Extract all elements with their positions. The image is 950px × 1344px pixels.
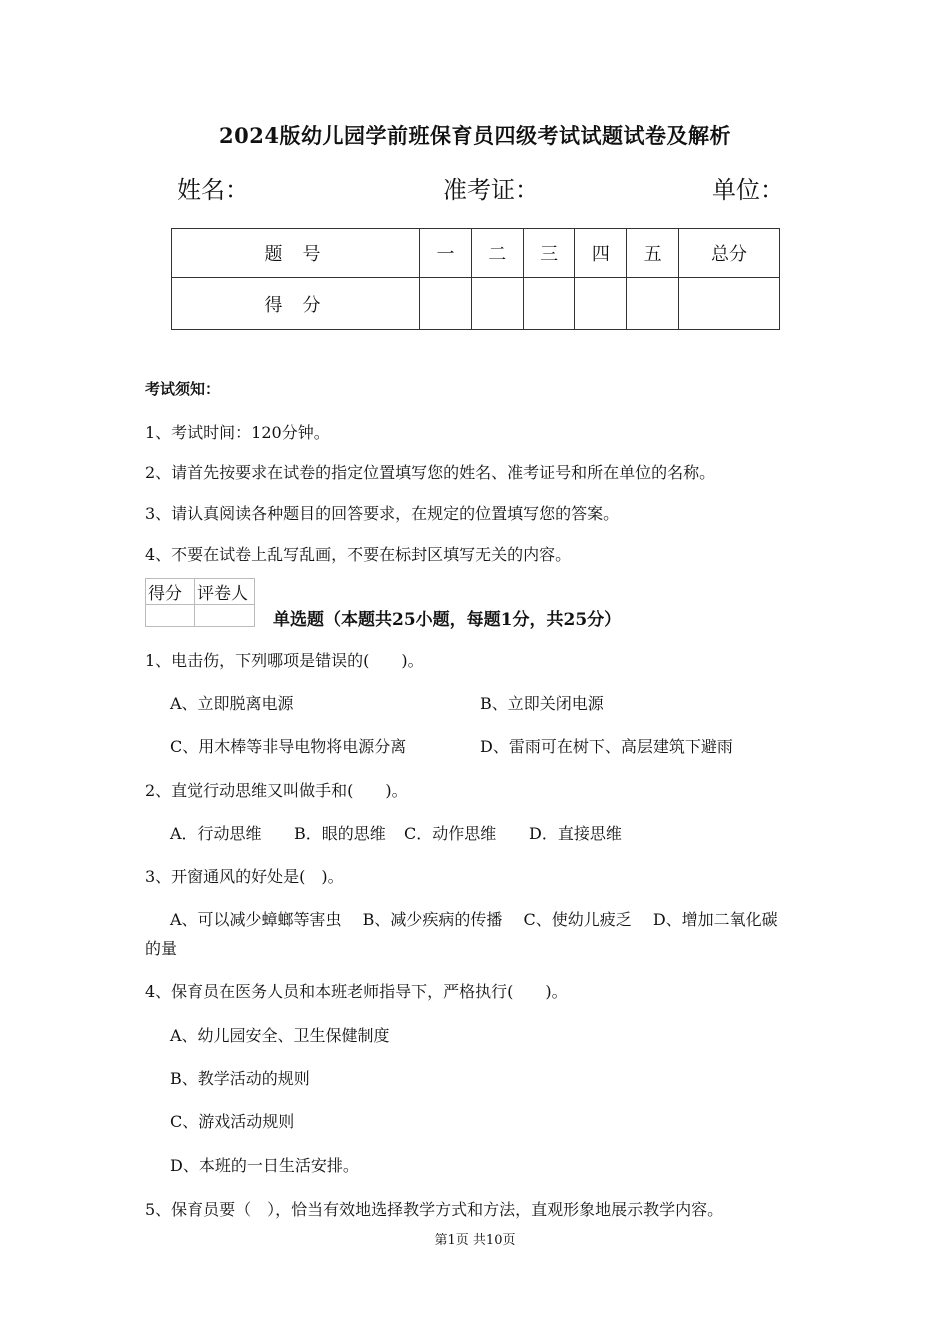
score-input-cell[interactable] bbox=[679, 278, 780, 330]
grader-name-cell[interactable] bbox=[195, 605, 255, 627]
question-option: D、本班的一日生活安排。 bbox=[170, 1156, 359, 1175]
document-title: 2024版幼儿园学前班保育员四级考试试题试卷及解析 bbox=[219, 123, 731, 148]
question-option: C．动作思维 bbox=[404, 824, 497, 843]
question-stem: 5、保育员要（ ），恰当有效地选择教学方式和方法，直观形象地展示教学内容。 bbox=[145, 1200, 724, 1219]
question-option: A、幼儿园安全、卫生保健制度 bbox=[170, 1026, 390, 1045]
question-option: C、游戏活动规则 bbox=[170, 1112, 295, 1131]
notice-item: 2、请首先按要求在试卷的指定位置填写您的姓名、准考证号和所在单位的名称。 bbox=[145, 463, 716, 482]
score-table-header-cell: 题号 bbox=[172, 229, 420, 278]
question-options-line: 的量 bbox=[145, 939, 178, 958]
score-table-header-cell: 四 bbox=[575, 229, 627, 278]
question-stem: 2、直觉行动思维又叫做手和( )。 bbox=[145, 781, 408, 800]
score-table bbox=[171, 228, 780, 330]
question-option: B．眼的思维 bbox=[294, 824, 386, 843]
notice-heading: 考试须知： bbox=[145, 380, 221, 398]
grader-score-cell[interactable] bbox=[146, 605, 195, 627]
grader-name-label: 评卷人 bbox=[195, 579, 255, 605]
score-table-score-row bbox=[172, 278, 780, 330]
question-stem: 3、开窗通风的好处是( )。 bbox=[145, 867, 344, 886]
grader-box bbox=[145, 578, 255, 627]
section-title: 单选题（本题共25小题，每题1分，共25分） bbox=[273, 610, 622, 630]
score-input-cell[interactable] bbox=[523, 278, 575, 330]
score-input-cell[interactable] bbox=[575, 278, 627, 330]
notice-item: 3、请认真阅读各种题目的回答要求，在规定的位置填写您的答案。 bbox=[145, 504, 620, 523]
score-row-label: 得分 bbox=[172, 278, 420, 330]
score-table-header-cell: 三 bbox=[523, 229, 575, 278]
question-options-line: A、可以减少蟑螂等害虫 B、减少疾病的传播 C、使幼儿疲乏 D、增加二氧化碳 bbox=[170, 910, 778, 929]
question-option: A、立即脱离电源 bbox=[170, 694, 294, 713]
question-stem: 1、电击伤，下列哪项是错误的( )。 bbox=[145, 651, 424, 670]
unit-label: 单位： bbox=[712, 176, 784, 204]
question-option: A．行动思维 bbox=[170, 824, 262, 843]
question-option: C、用木棒等非导电物将电源分离 bbox=[170, 737, 407, 756]
page-footer: 第1页 共10页 bbox=[434, 1233, 516, 1248]
name-label: 姓名： bbox=[177, 176, 249, 204]
score-table-header-cell: 总分 bbox=[679, 229, 780, 278]
score-input-cell[interactable] bbox=[420, 278, 472, 330]
score-table-header-cell: 二 bbox=[471, 229, 523, 278]
score-table-header-cell: 一 bbox=[420, 229, 472, 278]
question-option: B、立即关闭电源 bbox=[480, 694, 604, 713]
grader-score-label: 得分 bbox=[146, 579, 195, 605]
score-table-header-row bbox=[172, 229, 780, 278]
question-option: D、雷雨可在树下、高层建筑下避雨 bbox=[480, 737, 733, 756]
score-input-cell[interactable] bbox=[471, 278, 523, 330]
score-table-header-cell: 五 bbox=[627, 229, 679, 278]
notice-item: 4、不要在试卷上乱写乱画，不要在标封区填写无关的内容。 bbox=[145, 545, 572, 564]
question-option: D．直接思维 bbox=[529, 824, 622, 843]
question-option: B、教学活动的规则 bbox=[170, 1069, 310, 1088]
notice-item: 1、考试时间：120分钟。 bbox=[145, 423, 330, 442]
exam-number-label: 准考证： bbox=[443, 176, 539, 204]
question-stem: 4、保育员在医务人员和本班老师指导下，严格执行( )。 bbox=[145, 982, 568, 1001]
score-input-cell[interactable] bbox=[627, 278, 679, 330]
